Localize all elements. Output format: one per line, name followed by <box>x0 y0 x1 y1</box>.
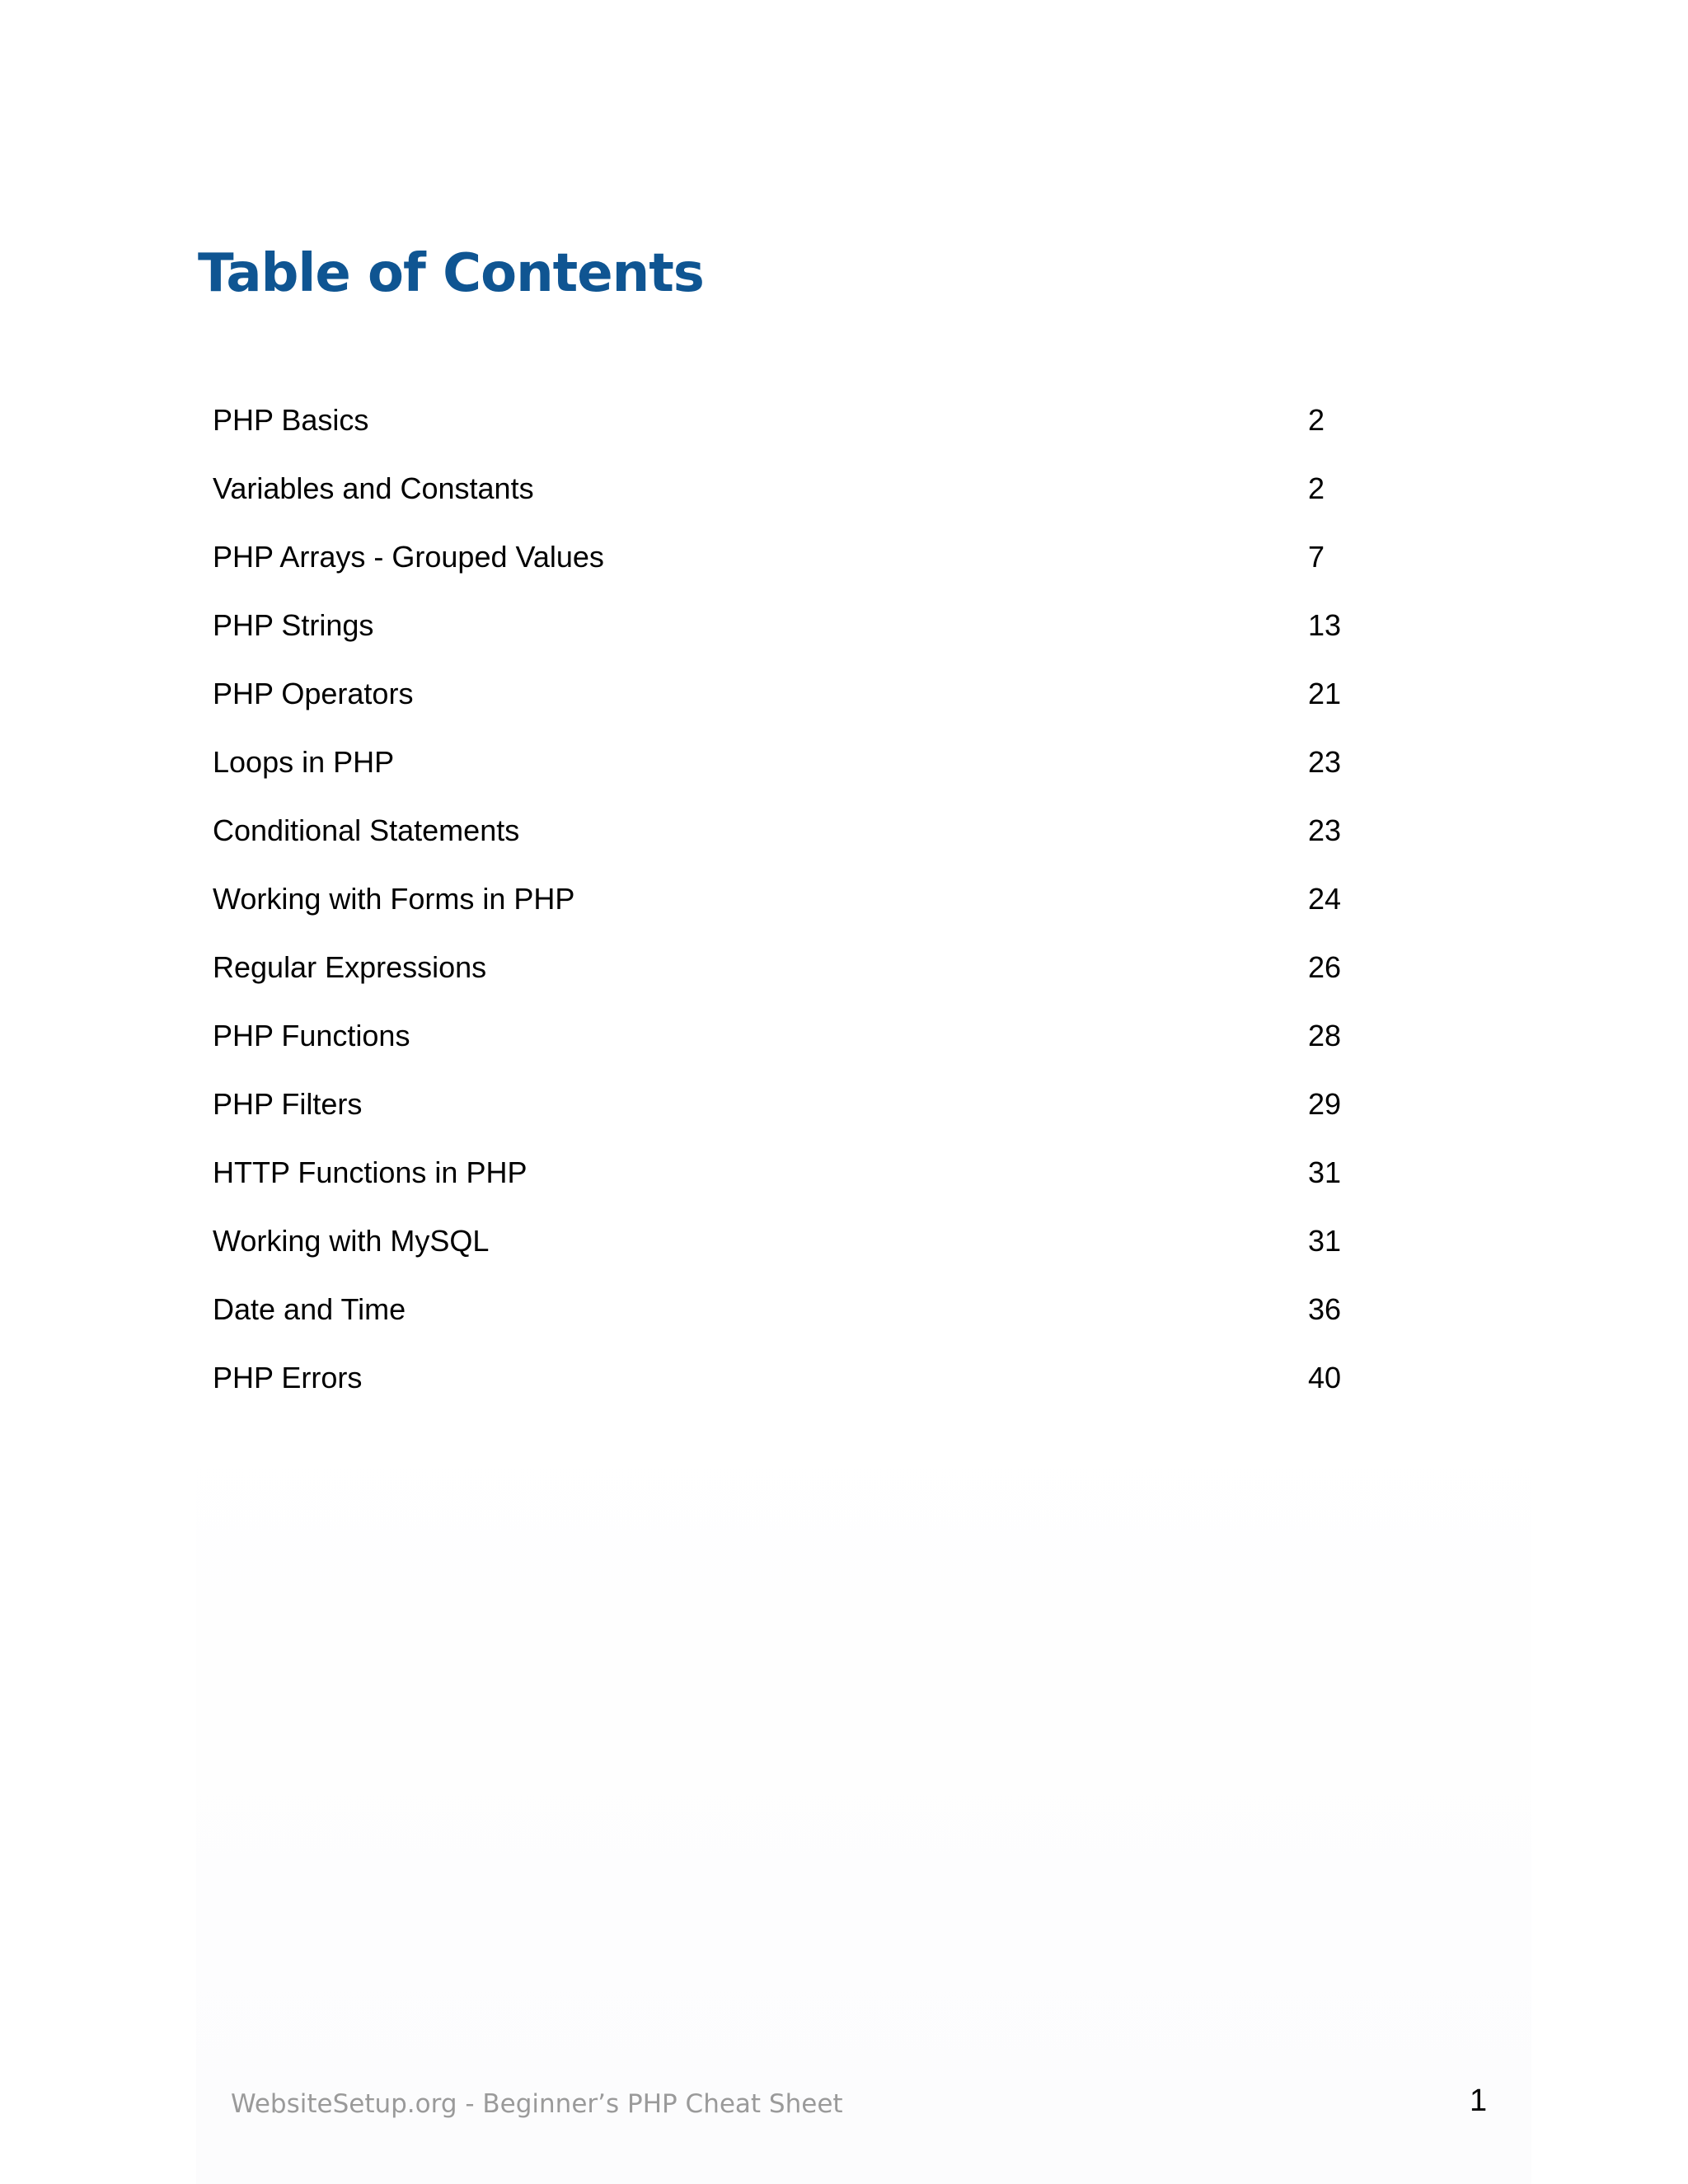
toc-entry-page-number: 28 <box>1308 1019 1342 1052</box>
toc-entry[interactable] <box>213 876 1350 944</box>
toc-entry[interactable] <box>213 671 1350 739</box>
toc-entry-label: Date and Time <box>213 1292 406 1326</box>
toc-entry-page-number: 2 <box>1308 403 1325 437</box>
toc-entry-label: Working with Forms in PHP <box>213 882 575 916</box>
toc-entry[interactable] <box>213 1218 1350 1286</box>
toc-entry[interactable] <box>213 1081 1350 1150</box>
toc-entry[interactable] <box>213 1355 1350 1423</box>
toc-entry[interactable] <box>213 1150 1350 1218</box>
toc-entry-label: Loops in PHP <box>213 745 395 779</box>
toc-entry[interactable] <box>213 602 1350 671</box>
toc-entry-label: Variables and Constants <box>213 471 534 505</box>
toc-entry-label: Working with MySQL <box>213 1224 490 1258</box>
toc-entry[interactable] <box>213 739 1350 808</box>
toc-entry[interactable] <box>213 397 1350 466</box>
toc-entry-page-number: 24 <box>1308 882 1342 916</box>
toc-entry-page-number: 7 <box>1308 540 1325 574</box>
toc-entry-label: Regular Expressions <box>213 950 487 984</box>
toc-list <box>213 397 1350 1423</box>
toc-entry[interactable] <box>213 466 1350 534</box>
footer-page-number: 1 <box>1470 2083 1488 2118</box>
toc-entry[interactable] <box>213 534 1350 602</box>
toc-entry[interactable] <box>213 1286 1350 1355</box>
page-background-shade <box>196 1401 1531 2184</box>
toc-entry-page-number: 23 <box>1308 745 1342 779</box>
toc-entry-label: PHP Filters <box>213 1087 363 1121</box>
footer-text: WebsiteSetup.org - Beginner’s PHP Cheat Sheet <box>231 2089 843 2119</box>
toc-entry[interactable] <box>213 808 1350 876</box>
toc-entry-page-number: 21 <box>1308 677 1342 710</box>
toc-entry-label: PHP Basics <box>213 403 369 437</box>
toc-entry-page-number: 36 <box>1308 1292 1342 1326</box>
toc-entry-label: HTTP Functions in PHP <box>213 1155 528 1189</box>
toc-entry-page-number: 23 <box>1308 813 1342 847</box>
toc-entry-page-number: 31 <box>1308 1155 1342 1189</box>
toc-entry[interactable] <box>213 944 1350 1013</box>
toc-entry-page-number: 29 <box>1308 1087 1342 1121</box>
toc-entry-label: PHP Errors <box>213 1361 363 1394</box>
toc-entry-label: PHP Functions <box>213 1019 410 1052</box>
toc-entry-page-number: 2 <box>1308 471 1325 505</box>
toc-entry[interactable] <box>213 1013 1350 1081</box>
toc-entry-page-number: 26 <box>1308 950 1342 984</box>
page-title: Table of Contents <box>198 243 704 304</box>
toc-entry-label: PHP Operators <box>213 677 414 710</box>
toc-entry-label: PHP Arrays - Grouped Values <box>213 540 604 574</box>
toc-entry-page-number: 13 <box>1308 608 1342 642</box>
toc-entry-page-number: 40 <box>1308 1361 1342 1394</box>
toc-entry-label: Conditional Statements <box>213 813 520 847</box>
toc-entry-page-number: 31 <box>1308 1224 1342 1258</box>
toc-entry-label: PHP Strings <box>213 608 374 642</box>
